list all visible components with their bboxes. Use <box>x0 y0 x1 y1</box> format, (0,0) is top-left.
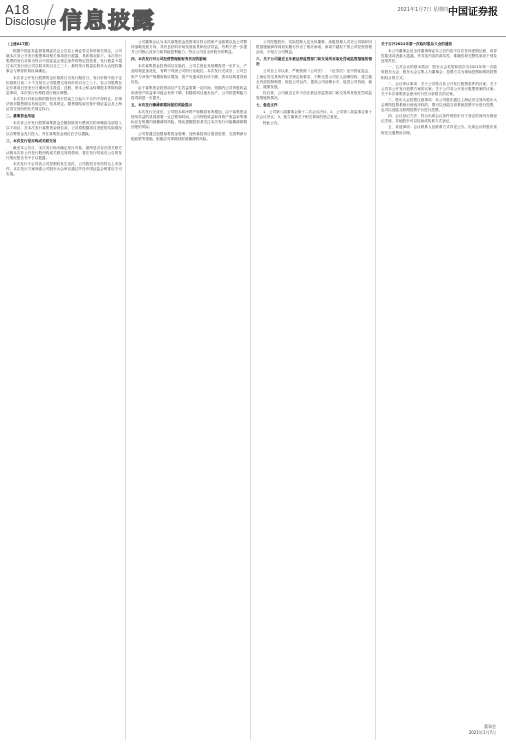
paragraph: 本次非公开发行股票的定价基准日为发行期首日，发行价格不低于定价基准日前二十个交易日公司股票交易均价的百分之八十。若公司股票在定价基准日至发行日期间发生派息、送股、资本公积金转增股本等除权除息事项，本次发行价格将进行相应调整。 <box>6 75 122 95</box>
signature-block <box>469 724 496 736</box>
article-body <box>6 40 500 740</box>
paragraph: 三、股东大会投票注意事项：本公司股东通过上海证券交易所股东大会网络投票系统行使表决权的，既可以登陆交易系统投票平台进行投票，也可以登陆互联网投票平台进行投票。 <box>381 97 497 113</box>
text-column-3 <box>256 40 376 740</box>
section-heading: （上接A17版） <box>6 42 32 46</box>
paragraph: 1、公司第八届董事会第十二次会议决议；2、公司第八届监事会第十次会议决议；3、独立董事关于相关事项的独立意见。 <box>256 110 372 120</box>
newspaper-logo: 中国证券报 <box>448 7 498 18</box>
text-column-2 <box>131 40 251 740</box>
paragraph: 本次发行对象认购的股份自发行结束之日起六个月内不得转让。法律法规对限售期另有规定的，依其规定。限售期结束后按中国证监会及上海证券交易所的有关规定执行。 <box>6 96 122 112</box>
paragraph: 特此公告。 <box>263 121 281 126</box>
paragraph: 本次募集资金投资项目实施后，公司主营业务规模将进一步扩大，产品结构更加优化，有利于巩固公司的行业地位。本次发行完成后，公司总资产与净资产规模将相应增加，资产负债率将有所下降，资本结构将得到优化。 <box>131 64 247 84</box>
section-heading: 七、备查文件 <box>256 103 278 108</box>
paragraph: 公司自上市以来，严格按照《公司法》、《证券法》及中国证监会、上海证券交易所的有关规定和要求，不断完善公司法人治理结构，建立健全内部控制制度，规范公司运作，提高公司治理水平，促进公司持续、稳定、健康发展。 <box>256 69 372 89</box>
paragraph: 五、其他事项：会议联系人及联系方式详见公告。出席会议的股东食宿及交通费用自理。 <box>381 125 497 135</box>
section-heading: 三、本次发行是否构成关联交易 <box>6 138 57 143</box>
paragraph: 二、会议审议事项：关于公司符合非公开发行股票条件的议案；关于公司非公开发行股票方案的议案；关于公司非公开发行股票预案的议案；关于本次募集资金使用可行性分析报告的议案。 <box>381 81 497 96</box>
paragraph: 本公司董事会及全体董事保证本公告内容不存在任何虚假记载、误导性陈述或者重大遗漏，并对其内容的真实性、准确性和完整性承担个别及连带责任。 <box>381 49 497 64</box>
paragraph: 根据中国证券监督管理委员会公告及上海证券交易所相关规定，公司就本次非公开发行股票事项相关事项进行披露，具体情况如下。本次发行股票的发行对象为符合中国证监会规定条件的特定投资者，发行数量不超过本次发行前公司总股本的百分之三十，最终发行数量由股东大会授权董事会与保荐机构协商确定。 <box>6 49 122 74</box>
section-heading: 关于召开2021年第一次临时股东大会的通知 <box>381 42 453 46</box>
section-heading: 五、本次发行摊薄即期回报的风险提示 <box>131 103 193 108</box>
paragraph: 本次发行完成后，公司股本和净资产规模将有所增加，由于募集资金使用效益的显现需要一定过程和时间，公司每股收益和净资产收益率等指标存在短期内被摊薄的风险，特此提醒投资者关注本次发行可能摊薄即期回报的风险。 <box>131 110 247 130</box>
section-name-en: Disclosure <box>5 16 57 28</box>
text-column-4 <box>381 40 500 740</box>
issue-date: 2021年1月7日 星期四 <box>397 7 448 13</box>
section-heading: 四、本次发行对公司经营管理和财务状况的影响 <box>131 57 207 62</box>
paragraph: 由于募集资金投资项目产生效益需要一定时间，短期内公司每股收益和净资产收益率可能会有所下降，但随着项目逐步达产，公司的盈利能力将得到进一步提升。 <box>131 85 247 100</box>
paragraph: 公司将通过加强募集资金管理、加快募投项目建设进度、完善利润分配政策等措施，积极应对即期回报被摊薄的风险。 <box>131 131 247 141</box>
masthead <box>0 0 506 37</box>
paragraph: 四、会议登记方法：符合出席会议条件的股东可于登记时间内办理登记手续，异地股东可以信函或传真方式登记。 <box>381 114 497 124</box>
paragraph: 公司控股股东、实际控制人及全体董事、高级管理人员对公司填补回报措施能够得到切实履行作出了相应承诺，承诺不越权干预公司经营管理活动，不侵占公司利益。 <box>256 40 372 55</box>
paragraph: 截至本公告日，本次发行尚未确定发行对象，最终是否存在因关联方认购本次非公开发行股份构成关联交易的情形，将在发行结束后公告的发行情况报告书中予以披露。 <box>6 145 122 160</box>
text-column-1 <box>6 40 126 740</box>
signature-date: 2021年1月7日 <box>468 730 496 735</box>
page-code: A18 <box>5 2 30 17</box>
section-heading: 六、关于公司最近五年被证券监管部门和交易所采取处罚或监管措施的情况 <box>256 57 372 67</box>
paragraph: 经自查，公司最近五年不存在被证券监管部门和交易所采取处罚或监管措施的情况。 <box>256 90 372 100</box>
signature-company: 董事会 <box>484 724 496 729</box>
section-title: 信息披露 <box>60 9 157 34</box>
paragraph: 本次发行不会导致公司控制权发生变化，公司股权分布仍符合上市条件。本次发行方案尚需公司股东大会审议通过并经中国证监会核准后方可实施。 <box>6 161 122 177</box>
paragraph: 本次非公开发行股票募集资金总额扣除发行费用后的净额拟全部投入以下项目，在本次发行募集资金到位前，公司将根据项目进度的实际情况以自筹资金先行投入，并在募集资金到位后予以置换。 <box>6 121 122 136</box>
paragraph: 一、召开会议的基本情况：股东大会类型和届次为2021年第一次临时股东大会；股东大会召集人为董事会；投票方式为现场投票和网络投票相结合的方式。 <box>381 65 497 80</box>
paragraph: 公司董事会认为本次募集资金投资项目符合国家产业政策以及公司整体战略发展方向，具有良好的市场发展前景和经济效益，有利于进一步提升公司核心竞争力和持续盈利能力，符合公司及全体股东的利益。 <box>131 40 247 55</box>
section-heading: 二、募集资金用途 <box>6 114 35 119</box>
